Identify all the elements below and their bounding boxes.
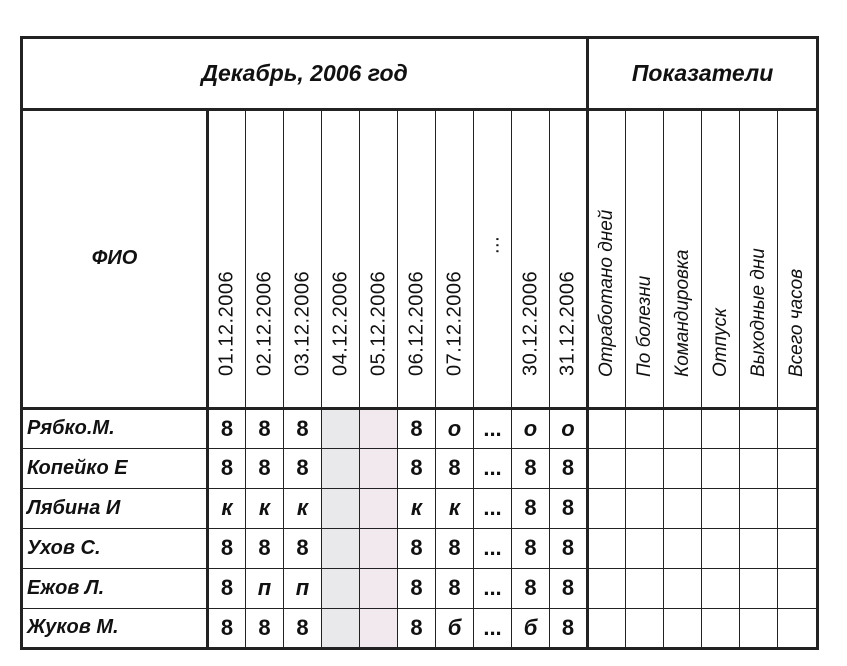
- day-mark-cell: к: [246, 488, 284, 528]
- day-ellipsis-cell: ...: [474, 448, 512, 488]
- date-label: 07.12.2006: [443, 270, 465, 376]
- indicator-value-cell: [664, 488, 702, 528]
- day-mark-cell: 8: [246, 528, 284, 568]
- indicator-value-cell: [626, 568, 664, 608]
- employee-name: Лябина И: [22, 488, 208, 528]
- date-label: 03.12.2006: [291, 270, 313, 376]
- indicator-value-cell: [702, 608, 740, 648]
- day-mark-cell: [322, 568, 360, 608]
- indicator-value-cell: [778, 608, 818, 648]
- indicator-value-cell: [664, 608, 702, 648]
- date-label: 04.12.2006: [329, 270, 351, 376]
- indicator-value-cell: [778, 488, 818, 528]
- day-mark-cell: [360, 528, 398, 568]
- indicator-value-cell: [778, 408, 818, 448]
- day-ellipsis-cell: ...: [474, 528, 512, 568]
- indicator-label: Всего часов: [786, 268, 808, 377]
- indicator-value-cell: [740, 448, 778, 488]
- table-row: [22, 528, 818, 568]
- day-mark-cell: 8: [246, 448, 284, 488]
- day-mark-cell: [322, 488, 360, 528]
- indicator-value-cell: [702, 408, 740, 448]
- day-ellipsis-cell: ...: [474, 568, 512, 608]
- day-mark-cell: 8: [512, 528, 550, 568]
- indicator-value-cell: [664, 528, 702, 568]
- employee-name: Ухов С.: [22, 528, 208, 568]
- date-header-3: [284, 110, 322, 408]
- day-mark-cell: о: [512, 408, 550, 448]
- day-mark-cell: п: [284, 568, 322, 608]
- day-mark-cell: 8: [284, 408, 322, 448]
- day-mark-cell: 8: [246, 408, 284, 448]
- day-mark-cell: 8: [208, 568, 246, 608]
- day-mark-cell: 8: [512, 448, 550, 488]
- day-mark-cell: 8: [550, 448, 588, 488]
- indicator-value-cell: [626, 448, 664, 488]
- day-mark-cell: о: [436, 408, 474, 448]
- date-header-5: [360, 110, 398, 408]
- day-mark-cell: 8: [550, 568, 588, 608]
- day-mark-cell: 8: [284, 608, 322, 648]
- day-mark-cell: [360, 568, 398, 608]
- day-mark-cell: 8: [512, 488, 550, 528]
- indicator-header-vacation: [702, 110, 740, 408]
- table-row: [22, 448, 818, 488]
- indicator-value-cell: [588, 448, 626, 488]
- day-mark-cell: [322, 448, 360, 488]
- indicator-value-cell: [778, 528, 818, 568]
- day-mark-cell: 8: [550, 488, 588, 528]
- day-mark-cell: 8: [398, 568, 436, 608]
- day-mark-cell: к: [284, 488, 322, 528]
- indicator-value-cell: [664, 408, 702, 448]
- month-title: Декабрь, 2006 год: [22, 38, 588, 110]
- indicator-label: По болезни: [633, 275, 655, 377]
- day-mark-cell: 8: [208, 408, 246, 448]
- indicator-label: Командировка: [671, 249, 693, 377]
- day-ellipsis-cell: ...: [474, 408, 512, 448]
- table-row: [22, 488, 818, 528]
- date-label: 01.12.2006: [215, 270, 238, 376]
- day-mark-cell: 8: [284, 448, 322, 488]
- employee-name: Ежов Л.: [22, 568, 208, 608]
- timesheet-sheet: [20, 36, 816, 650]
- indicator-header-worked: [588, 110, 626, 408]
- date-label: 06.12.2006: [405, 270, 427, 376]
- day-mark-cell: [360, 488, 398, 528]
- day-mark-cell: к: [436, 488, 474, 528]
- date-ellipsis: ...: [481, 235, 503, 254]
- indicator-value-cell: [702, 528, 740, 568]
- day-mark-cell: 8: [208, 608, 246, 648]
- indicator-header-hours: [778, 110, 818, 408]
- day-mark-cell: 8: [436, 528, 474, 568]
- day-mark-cell: 8: [550, 528, 588, 568]
- indicator-value-cell: [740, 608, 778, 648]
- day-ellipsis-cell: ...: [474, 608, 512, 648]
- fio-header: ФИО: [22, 110, 208, 408]
- day-mark-cell: о: [550, 408, 588, 448]
- day-mark-cell: [322, 528, 360, 568]
- employee-name: Копейко Е: [22, 448, 208, 488]
- date-label: 05.12.2006: [367, 270, 389, 376]
- day-mark-cell: 8: [550, 608, 588, 648]
- indicator-value-cell: [740, 488, 778, 528]
- indicator-value-cell: [702, 488, 740, 528]
- indicator-value-cell: [740, 568, 778, 608]
- date-header-1: [208, 110, 246, 408]
- date-header-30: [512, 110, 550, 408]
- day-mark-cell: 8: [398, 448, 436, 488]
- day-mark-cell: 8: [436, 568, 474, 608]
- indicator-value-cell: [588, 408, 626, 448]
- date-header-7: [436, 110, 474, 408]
- indicator-header-dayoff: [740, 110, 778, 408]
- indicator-value-cell: [740, 408, 778, 448]
- indicator-value-cell: [588, 488, 626, 528]
- indicator-value-cell: [588, 528, 626, 568]
- indicator-value-cell: [740, 528, 778, 568]
- indicators-title: Показатели: [588, 38, 818, 110]
- day-mark-cell: 8: [398, 408, 436, 448]
- day-mark-cell: 8: [208, 448, 246, 488]
- day-mark-cell: [360, 408, 398, 448]
- date-label: 30.12.2006: [519, 270, 541, 376]
- day-mark-cell: 8: [436, 448, 474, 488]
- indicator-header-sick: [626, 110, 664, 408]
- indicator-value-cell: [702, 448, 740, 488]
- day-mark-cell: [360, 608, 398, 648]
- indicator-value-cell: [664, 448, 702, 488]
- date-label: 31.12.2006: [556, 270, 579, 376]
- table-row: [22, 568, 818, 608]
- day-mark-cell: б: [512, 608, 550, 648]
- employee-name: Жуков М.: [22, 608, 208, 648]
- indicator-label: Отпуск: [709, 307, 731, 377]
- day-mark-cell: [322, 608, 360, 648]
- day-mark-cell: б: [436, 608, 474, 648]
- day-mark-cell: [322, 408, 360, 448]
- indicator-header-trip: [664, 110, 702, 408]
- indicator-value-cell: [664, 568, 702, 608]
- day-mark-cell: п: [246, 568, 284, 608]
- day-mark-cell: 8: [398, 608, 436, 648]
- table-row: [22, 608, 818, 648]
- day-mark-cell: 8: [208, 528, 246, 568]
- indicator-value-cell: [626, 408, 664, 448]
- day-mark-cell: [360, 448, 398, 488]
- date-header-6: [398, 110, 436, 408]
- indicator-value-cell: [626, 488, 664, 528]
- indicator-value-cell: [626, 608, 664, 648]
- date-header-31: [550, 110, 588, 408]
- date-label: 02.12.2006: [253, 270, 275, 376]
- indicator-label: Отработано дней: [596, 209, 618, 377]
- indicator-value-cell: [778, 448, 818, 488]
- table-row: [22, 408, 818, 448]
- indicator-value-cell: [702, 568, 740, 608]
- indicator-label: Выходные дни: [747, 247, 769, 377]
- indicator-value-cell: [588, 568, 626, 608]
- day-mark-cell: 8: [284, 528, 322, 568]
- indicator-value-cell: [626, 528, 664, 568]
- date-header-ellipsis: [474, 110, 512, 408]
- day-mark-cell: к: [398, 488, 436, 528]
- day-ellipsis-cell: ...: [474, 488, 512, 528]
- date-header-4: [322, 110, 360, 408]
- day-mark-cell: к: [208, 488, 246, 528]
- timesheet-table: [20, 36, 819, 650]
- date-header-2: [246, 110, 284, 408]
- indicator-value-cell: [778, 568, 818, 608]
- employee-name: Рябко.М.: [22, 408, 208, 448]
- day-mark-cell: 8: [398, 528, 436, 568]
- indicator-value-cell: [588, 608, 626, 648]
- day-mark-cell: 8: [512, 568, 550, 608]
- day-mark-cell: 8: [246, 608, 284, 648]
